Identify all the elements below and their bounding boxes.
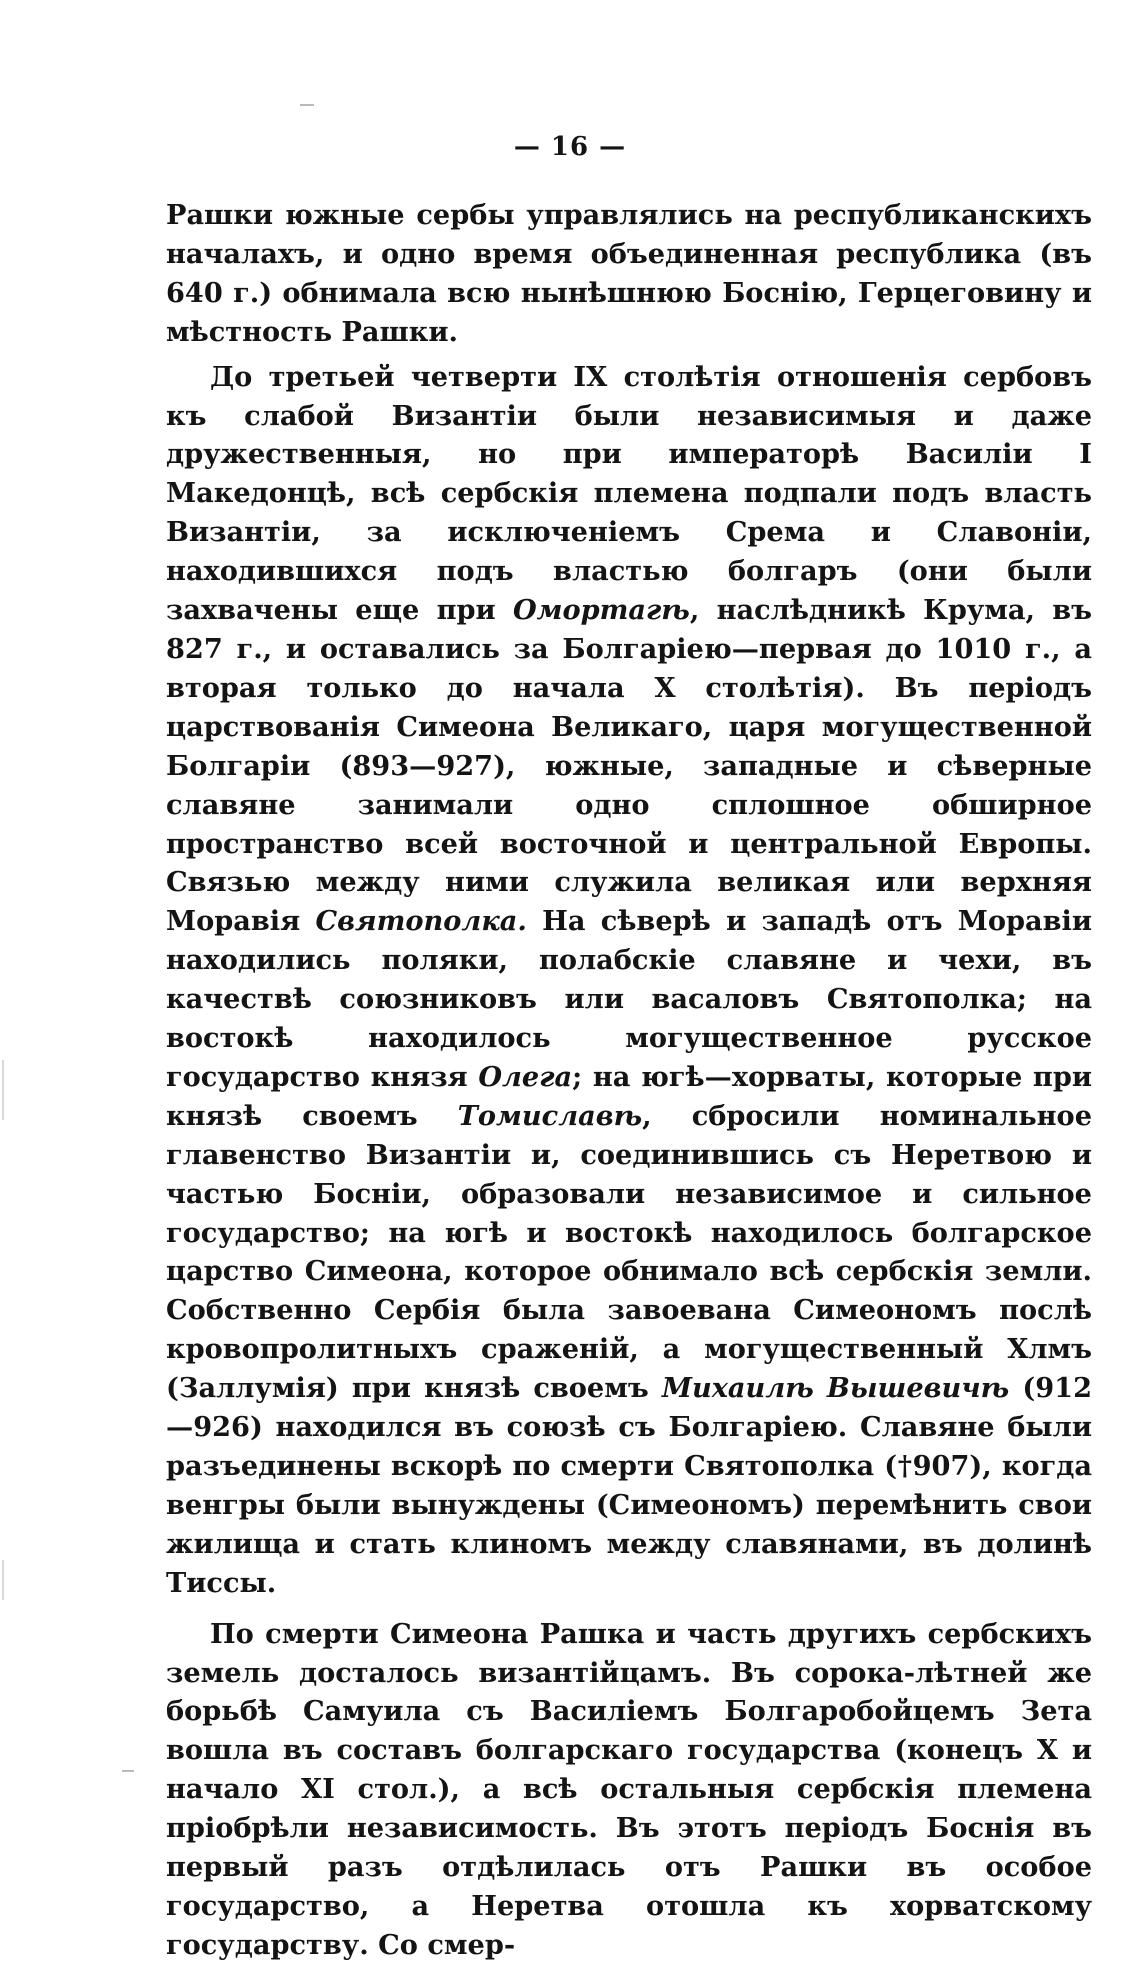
text-run: , наслѣдникѣ Крума, въ 827 г., и оставались за Болгаріею—первая до 1010 г., а вторая только до начала X столѣтія). Въ періодъ царствованія Симеона Великаго, царя могущественной Болгаріи (893—927), южные, западные и сѣверные славяне занимали одно сплошное обширное пространство всей восточной и центральной Европы. Связью между ними служила великая или верхняя Моравія <box>166 594 1092 938</box>
paragraph-3 <box>166 1615 1092 1965</box>
scan-edge-mark <box>2 1560 4 1600</box>
text-run: , сбросили номинальное главенство Византіи и, соединившись съ Неретвою и частью Босніи, образовали независимое и сильное государство; на югѣ и востокѣ находилось болгарское царство Симеона, которое обнимало всѣ сербскія земли. Собственно Сербія была завоевана Симеономъ послѣ кровопролитныхъ сраженій, а могущественный Хлмъ (Заллумія) при князѣ своемъ <box>166 1099 1092 1405</box>
page-number: — 16 — <box>513 132 627 162</box>
text-run: До третьей четверти IX столѣтія отношенія сербовъ къ слабой Византіи были независимыя и даже дружественныя, но при императорѣ Василіи I Македонцѣ, всѣ сербскія племена подпали подъ власть Византіи, за исключеніемъ Срема и Славоніи, находившихся подъ властью болгаръ (они были захвачены еще при <box>166 360 1092 627</box>
paragraph-1-text: Рашки южные сербы управлялись на республиканскихъ началахъ, и одно время объединенная республика (въ 640 г.) обнимала всю нынѣшнюю Боснію, Герцеговину и мѣстность Рашки. <box>166 199 1092 348</box>
body-text <box>166 196 1092 1965</box>
text-run: ; на югѣ—хорваты, которые при князѣ своемъ <box>166 1060 1092 1132</box>
text-run: (912—926) находился въ союзѣ съ Болгаріею. Славяне были разъединены вскорѣ по смерти Святополка (†907), когда венгры были вынуждены (Симеономъ) перемѣнить свои жилища и стать клиномъ между славянами, въ долинѣ Тиссы. <box>166 1372 1092 1599</box>
paragraph-2 <box>166 358 1092 1603</box>
scan-edge-mark <box>2 1060 4 1120</box>
scan-speck <box>122 1770 134 1772</box>
italic-name-omortag: Омортагѣ <box>512 594 690 627</box>
paragraph-1 <box>166 196 1092 352</box>
italic-name-svyatopolk: Святополка. <box>315 905 527 938</box>
italic-name-mikhail-vyshevich: Михаилѣ Вышевичѣ <box>661 1372 1010 1405</box>
scan-speck <box>300 104 314 106</box>
italic-name-tomislav: Томиславѣ <box>457 1099 643 1132</box>
paragraph-3-text: По смерти Симеона Рашка и часть другихъ сербскихъ земель досталось византійцамъ. Въ сорока-лѣтней же борьбѣ Самуила съ Василіемъ Болгаробойцемъ Зета вошла въ составъ болгарскаго государства (конецъ X и начало XI стол.), а всѣ остальныя сербскія племена пріобрѣли независимость. Въ этотъ періодъ Боснія въ первый разъ отдѣлилась отъ Рашки въ особое государство, а Неретва отошла къ хорватскому государству. Со смер- <box>166 1617 1092 1961</box>
italic-name-oleg: Олега <box>478 1060 573 1093</box>
text-run: На сѣверѣ и западѣ отъ Моравіи находились поляки, полабскіе славяне и чехи, въ качествѣ союзниковъ или васаловъ Святополка; на востокѣ находилось могущественное русское государство князя <box>166 905 1092 1093</box>
